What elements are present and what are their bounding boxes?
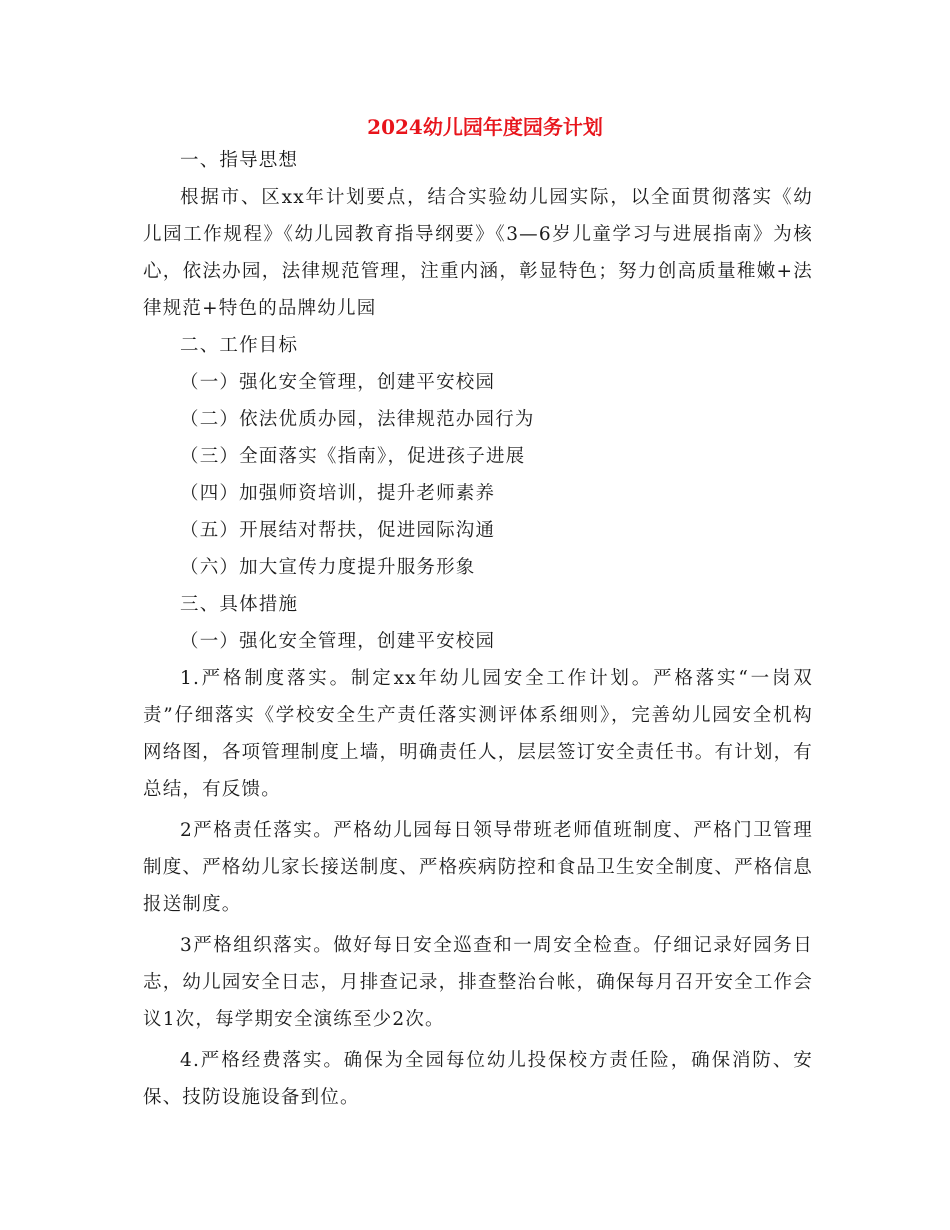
measure-paragraph: 4.严格经费落实。确保为全园每位幼儿投保校方责任险，确保消防、安保、技防设施设备到位。 (143, 1050, 813, 1108)
document-title: 2024幼儿园年度园务计划 (367, 115, 603, 139)
goal-item: （五）开展结对帮扶，促进园际沟通 (180, 520, 496, 541)
goal-item: （四）加强师资培训，提升老师素养 (180, 483, 496, 504)
measure-paragraph: 3严格组织落实。做好每日安全巡查和一周安全检查。仔细记录好园务日志，幼儿园安全日志，月排查记录，排查整治台帐，确保每月召开安全工作会议1次，每学期安全演练至少2次。 (143, 935, 813, 1030)
goal-item: （六）加大宣传力度提升服务形象 (180, 557, 476, 578)
goal-item: （三）全面落实《指南》，促进孩子进展 (180, 446, 526, 467)
measure-paragraph: 1.严格制度落实。制定xx年幼儿园安全工作计划。严格落实“一岗双责”仔细落实《学校安全生产责任落实测评体系细则》，完善幼儿园安全机构网络图，各项管理制度上墙，明确责任人，层层签订安全责任书。有计划，有总结，有反馈。 (143, 668, 813, 800)
section-heading-work-goals: 二、工作目标 (180, 335, 299, 356)
section-heading-measures: 三、具体措施 (180, 594, 299, 615)
document-page (143, 112, 813, 1116)
paragraph-guiding-ideology: 根据市、区xx年计划要点，结合实验幼儿园实际，以全面贯彻落实《幼儿园工作规程》《幼儿园教育指导纲要》《3—6岁儿童学习与进展指南》为核心，依法办园，法律规范管理，注重内涵，彰显特色；努力创高质量稚嫩+法律规范+特色的品牌幼儿园 (143, 187, 813, 319)
section-heading-guiding-ideology: 一、指导思想 (180, 150, 299, 171)
measure-paragraph: 2严格责任落实。严格幼儿园每日领导带班老师值班制度、严格门卫管理制度、严格幼儿家长接送制度、严格疾病防控和食品卫生安全制度、严格信息报送制度。 (143, 820, 813, 915)
goal-item: （二）依法优质办园，法律规范办园行为 (180, 409, 535, 430)
goal-item: （一）强化安全管理，创建平安校园 (180, 372, 496, 393)
measures-subheading: （一）强化安全管理，创建平安校园 (180, 631, 496, 652)
